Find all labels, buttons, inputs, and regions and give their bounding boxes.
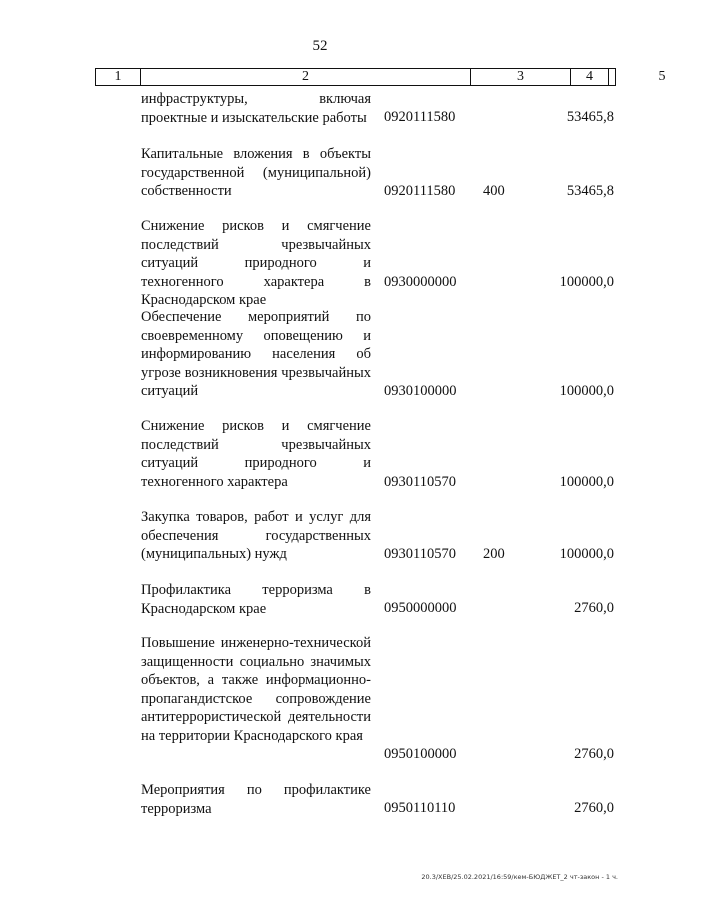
page-number: 52: [312, 38, 328, 54]
row-type: 400: [483, 183, 505, 200]
table-row: [0, 417, 640, 492]
column-header-1: 1: [96, 69, 141, 85]
row-code: 0950110110: [384, 800, 456, 817]
table-row: [0, 90, 640, 127]
column-header-5: 5: [658, 69, 666, 84]
row-code: 0950000000: [384, 600, 457, 617]
row-amount: 53465,8: [566, 183, 614, 200]
table-row: [0, 508, 640, 564]
row-code: 0930100000: [384, 383, 457, 400]
table-row: [0, 217, 640, 309]
row-description: Повышение инженерно-технической защищенности социально значимых объектов, а также информационно-пропагандистское сопровождение антитеррористической деятельности на территории Краснодарского края: [141, 635, 371, 744]
row-description: Профилактика терроризма в Краснодарском крае: [141, 582, 371, 617]
row-description: Капитальные вложения в объекты государственной (муниципальной) собственности: [141, 146, 371, 200]
table-row: [0, 145, 640, 201]
row-amount: 100000,0: [559, 474, 614, 491]
row-description: Снижение рисков и смягчение последствий чрезвычайных ситуаций природного и техногенного характера в Краснодарском крае: [141, 218, 371, 309]
row-amount: 100000,0: [559, 546, 614, 563]
row-amount: 100000,0: [559, 383, 614, 400]
column-header-3: 3: [471, 69, 571, 85]
row-description: Мероприятия по профилактике терроризма: [141, 782, 371, 817]
row-code: 0950100000: [384, 746, 457, 763]
table-header-row: [95, 68, 666, 86]
row-amount: 53465,8: [566, 109, 614, 126]
row-description: Закупка товаров, работ и услуг для обеспечения государственных (муниципальных) нужд: [141, 509, 371, 563]
column-header-2: 2: [141, 69, 471, 85]
row-code: 0920111580: [384, 109, 456, 126]
row-code: 0920111580: [384, 183, 456, 200]
row-type: 200: [483, 546, 505, 563]
row-description: Обеспечение мероприятий по своевременному оповещению и информированию населения об угрозе возникновения чрезвычайных ситуаций: [141, 309, 371, 400]
row-code: 0930110570: [384, 546, 456, 563]
table-row: [0, 781, 640, 818]
row-amount: 2760,0: [574, 800, 614, 817]
row-code: 0930110570: [384, 474, 456, 491]
row-amount: 100000,0: [559, 274, 614, 291]
row-code: 0930000000: [384, 274, 457, 291]
table-row: [0, 308, 640, 401]
table-row: [0, 581, 640, 618]
row-description: Снижение рисков и смягчение последствий чрезвычайных ситуаций природного и техногенного характера: [141, 418, 371, 490]
column-header-4: 4: [571, 69, 609, 85]
row-amount: 2760,0: [574, 746, 614, 763]
row-amount: 2760,0: [574, 600, 614, 617]
document-footer-stamp: 20.3/XEB/25.02.2021/16:59/кем-БЮДЖЕТ_2 чт-закон - 1 ч.: [421, 873, 618, 881]
table-row: [0, 634, 640, 764]
row-description: инфраструктуры, включая проектные и изыскательские работы: [141, 91, 371, 126]
